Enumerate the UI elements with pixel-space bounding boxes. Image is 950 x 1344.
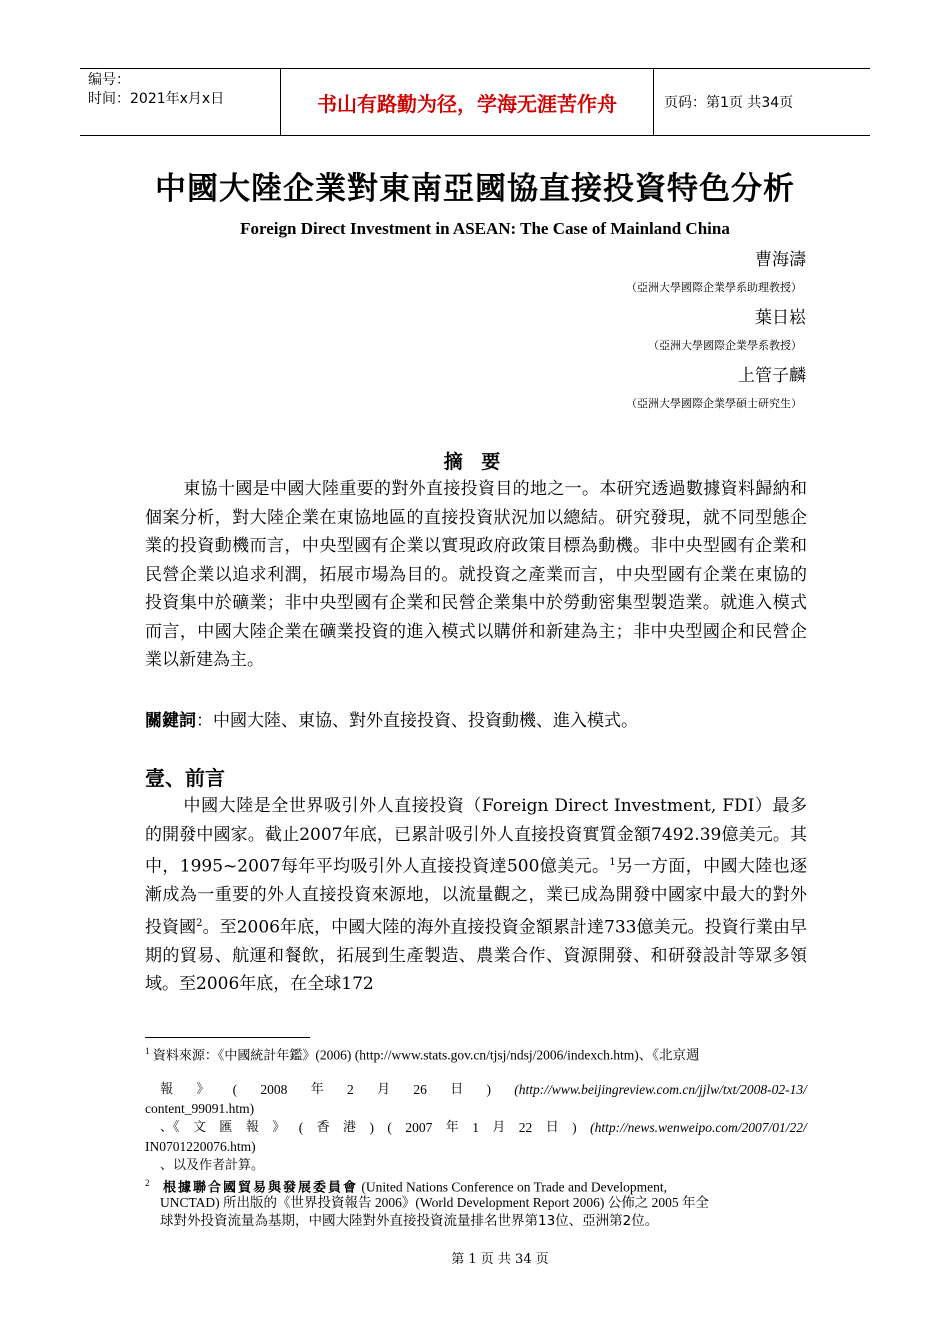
footnote-link[interactable]: IN0701220076.htm) <box>145 1139 256 1154</box>
paper-subtitle: Foreign Direct Investment in ASEAN: The Case of Mainland China <box>240 219 730 238</box>
author-name: 葉日崧 <box>755 308 806 328</box>
section-text-b: 另一方面，中國大陸也逐漸成為一重要的外人直接投資來源地，以流量觀之，業已成為開發中國家中最大的對外投資國 <box>145 856 808 938</box>
footnote-token: 2007 <box>405 1120 433 1135</box>
footnote-1-line <box>160 1080 807 1099</box>
footnote-mark: 1 <box>145 1046 150 1056</box>
section-text-a: 中國大陸是全世界吸引外人直接投資（Foreign Direct Investment, FDI）最多的開發中國家。截止2007年底，已累計吸引外人直接投資實質金額7492.39億美元。其中，1995~2007每年平均吸引外人直接投資達500億美元。 <box>145 796 807 877</box>
footnote-token: 報 <box>160 1082 174 1097</box>
footnote-token: ( <box>232 1082 238 1097</box>
author-affiliation: （亞洲大學國際企業學碩士研究生） <box>626 397 802 410</box>
footnote-text: (United Nations Conference on Trade and Development, <box>361 1179 667 1195</box>
footnote-text: UNCTAD) 所出版的《世界投資報告 2006》(World Development Report 2006) 公佈之 2005 年全 <box>160 1195 710 1210</box>
header-meta <box>80 69 280 135</box>
footnote-token: 匯 <box>219 1120 233 1135</box>
section-text-c: 。至2006年底，中國大陸的海外直接投資金額累計達733億美元。投資行業由早期的貿易、航運和餐飲，拓展到生產製造、農業合作、資源開發、和研發設計等眾多領域。至2006年底，在全球172 <box>145 917 808 995</box>
footnote-link[interactable]: content_99091.htm) <box>145 1101 255 1116</box>
footnote-token: ) <box>486 1082 491 1097</box>
header-motto-cell <box>280 69 654 135</box>
section-body <box>145 792 807 999</box>
footnote-mark: 2 <box>145 1178 150 1188</box>
footnote-token: 22 <box>518 1120 533 1135</box>
header-page-info: 页码：第1页 共34页 <box>664 95 794 111</box>
paper-title: 中國大陸企業對東南亞國協直接投資特色分析 <box>155 171 795 207</box>
keywords-label: 關鍵詞 <box>145 711 196 731</box>
author-name: 上管子麟 <box>738 366 806 386</box>
footnote-token: 1 <box>472 1120 479 1135</box>
footnote-ref[interactable]: 2 <box>196 917 203 929</box>
time-label: 时间：2021年x月x日 <box>88 91 225 107</box>
footnote-token: 日 <box>545 1120 559 1135</box>
keywords <box>145 706 807 731</box>
abstract-body <box>145 475 807 675</box>
author-affiliation: （亞洲大學國際企業學系教授） <box>648 339 802 352</box>
footnote-text: (2006) (http://www.stats.gov.cn/tjsj/ndsj/2006/indexch.htm)、《北京週 <box>315 1047 700 1063</box>
number-label: 编号： <box>88 72 130 88</box>
author-affiliation: （亞洲大學國際企業學系助理教授） <box>626 281 802 294</box>
footnote-token: 2008 <box>260 1082 288 1097</box>
footnote-token: 香 <box>316 1120 330 1135</box>
motto: 书山有路勤为径，学海无涯苦作舟 <box>317 91 617 116</box>
author-name: 曹海濤 <box>755 250 806 270</box>
abstract-heading: 摘 要 <box>443 451 507 473</box>
page-header <box>80 68 870 136</box>
footnote-token: ) <box>369 1120 374 1135</box>
footnote-token: ( <box>298 1120 304 1135</box>
abstract-text: 東協十國是中國大陸重要的對外直接投資目的地之一。本研究透過數據資料歸納和個案分析，對大陸企業在東協地區的直接投資狀況加以總結。研究發現，就不同型態企業的投資動機而言，中央型國有企業以實現政府政策目標為動機。非中央型國有企業和民營企業以追求利潤，拓展市場為目的。就投資之產業而言，中央型國有企業在東協的投資集中於礦業；非中央型國有企業和民營企業集中於勞動密集型製造業。就進入模式而言，中國大陸企業在礦業投資的進入模式以購併和新建為主；非中央型國企和民營企業以新建為主。 <box>145 479 807 670</box>
footnote-token: 年 <box>445 1120 459 1135</box>
footnote-token: ) <box>572 1120 577 1135</box>
footnote-1-line <box>160 1118 807 1137</box>
footnote-token: 》 <box>272 1120 286 1135</box>
footnote-token: 2 <box>347 1082 354 1097</box>
keywords-text: ：中國大陸、東協、對外直接投資、投資動機、進入模式。 <box>196 711 638 731</box>
footnote-token: 、《 <box>160 1120 180 1135</box>
footnote-divider <box>145 1037 310 1038</box>
footnote-token: 年 <box>310 1082 324 1097</box>
footnote-text: 資料來源：《中國統計年鑑》 <box>152 1048 316 1064</box>
page-footer: 第 1 页 共 34 页 <box>451 1252 549 1267</box>
footnote-ref[interactable]: 1 <box>609 857 616 868</box>
footnote-link[interactable]: (http://news.wenweipo.com/2007/01/22/ <box>590 1120 807 1135</box>
footnote-token: 月 <box>492 1120 506 1135</box>
footnote-token: 文 <box>192 1120 206 1135</box>
footnote-token: 報 <box>245 1120 259 1135</box>
footnote-token: 月 <box>377 1082 391 1097</box>
footnote-text: 、以及作者計算。 <box>160 1158 265 1173</box>
footnote-token: 》 <box>196 1082 210 1097</box>
footnote-text: 根據聯合國貿易與發展委員會 <box>163 1180 359 1196</box>
footnote-link[interactable]: (http://www.beijingreview.com.cn/jjlw/txt/2008-02-13/ <box>514 1082 807 1097</box>
footnote-1 <box>145 1042 807 1066</box>
footnote-token: 港 <box>343 1120 357 1135</box>
footnote-text: 球對外投資流量為基期，中國大陸對外直接投資流量排名世界第13位、亞洲第2位。 <box>160 1213 659 1229</box>
footnote-token: 26 <box>413 1082 427 1097</box>
footnote-text <box>160 1155 822 1175</box>
footnote-token: ( <box>387 1120 392 1135</box>
section-heading: 壹、前言 <box>145 766 225 790</box>
footnote-token: 日 <box>450 1082 464 1097</box>
